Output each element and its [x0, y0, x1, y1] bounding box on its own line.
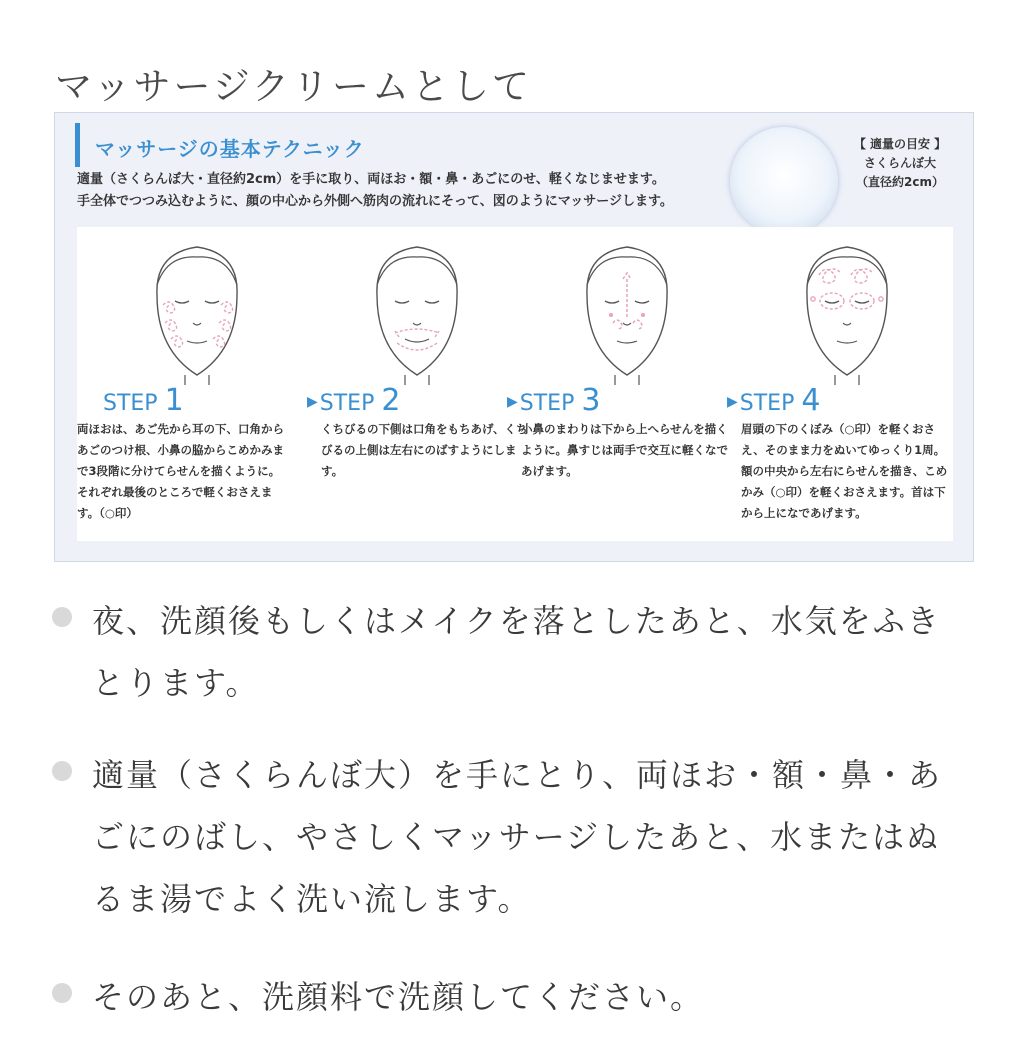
panel-heading: マッサージの基本テクニック	[95, 137, 365, 161]
step-3	[507, 227, 728, 541]
heading-accent-bar	[75, 123, 80, 167]
amount-guide-line-1: さくらんぼ大	[863, 156, 936, 170]
step-3-label	[507, 383, 600, 418]
step-1-label	[103, 383, 184, 418]
step-4	[727, 227, 948, 541]
amount-guide-line-2: （直径約2cm）	[856, 175, 944, 189]
step-4-word: STEP	[739, 391, 795, 416]
steps-area	[77, 227, 953, 541]
face-illustration-step-1	[127, 235, 267, 385]
step-2-text: くちびるの下側は口角をもちあげ、くちびるの上側は左右にのばすようにします。	[321, 422, 528, 478]
step-3-text: 小鼻のまわりは下から上へらせんを描くように。鼻すじは両手で交互に軽くなであげます。	[521, 422, 728, 478]
step-2-label	[307, 383, 400, 418]
intro-text	[77, 169, 673, 213]
bullet-dot-icon	[52, 983, 72, 1003]
instruction-text-2: 適量（さくらんぼ大）を手にとり、両ほお・額・鼻・あごにのばし、やさしくマッサージしたあと、水またはぬるま湯でよく洗い流します。	[92, 756, 943, 918]
step-3-number: 3	[581, 383, 601, 418]
step-2	[297, 227, 528, 541]
amount-guide-title: 【 適量の目安 】	[853, 137, 947, 151]
step-1-word: STEP	[103, 391, 158, 416]
massage-technique-panel	[54, 112, 974, 562]
cream-amount-sphere-image	[730, 127, 838, 235]
step-1-text: 両ほおは、あご先から耳の下、口角からあごのつけ根、小鼻の脇からこめかみまで3段階に分けてらせんを描くように。それぞれ最後のところで軽くおさえます。（○印）	[77, 422, 284, 520]
instruction-text-3: そのあと、洗顔料で洗顔してください。	[92, 978, 705, 1016]
step-3-word: STEP	[519, 391, 575, 416]
step-4-label	[727, 383, 820, 418]
step-1	[77, 227, 285, 541]
instruction-text-1: 夜、洗顔後もしくはメイクを落としたあと、水気をふきとります。	[92, 602, 941, 702]
step-4-text: 眉頭の下のくぼみ（○印）を軽くおさえ、そのまま力をぬいてゆっくり1周。額の中央から左右にらせんを描き、こめかみ（○印）を軽くおさえます。首は下から上になであげます。	[741, 422, 948, 520]
step-2-word: STEP	[319, 391, 375, 416]
step-4-number: 4	[801, 383, 821, 418]
step-arrow-icon: ▶	[727, 394, 738, 410]
intro-line-1: 適量（さくらんぼ大・直径約2cm）を手に取り、両ほお・額・鼻・あごにのせ、軽くなじませます。	[77, 172, 665, 187]
step-arrow-icon: ▶	[507, 394, 518, 410]
face-illustration-step-4	[777, 235, 917, 385]
face-illustration-step-2	[347, 235, 487, 385]
page-title: マッサージクリームとして	[55, 65, 533, 108]
step-2-number: 2	[381, 383, 401, 418]
intro-line-2: 手全体でつつみ込むように、顔の中心から外側へ筋肉の流れにそって、図のようにマッサージします。	[77, 194, 673, 209]
amount-guide	[835, 135, 965, 192]
step-arrow-icon: ▶	[307, 394, 318, 410]
step-1-number: 1	[164, 383, 184, 418]
bullet-dot-icon	[52, 607, 72, 627]
bullet-dot-icon	[52, 761, 72, 781]
face-illustration-step-3	[557, 235, 697, 385]
